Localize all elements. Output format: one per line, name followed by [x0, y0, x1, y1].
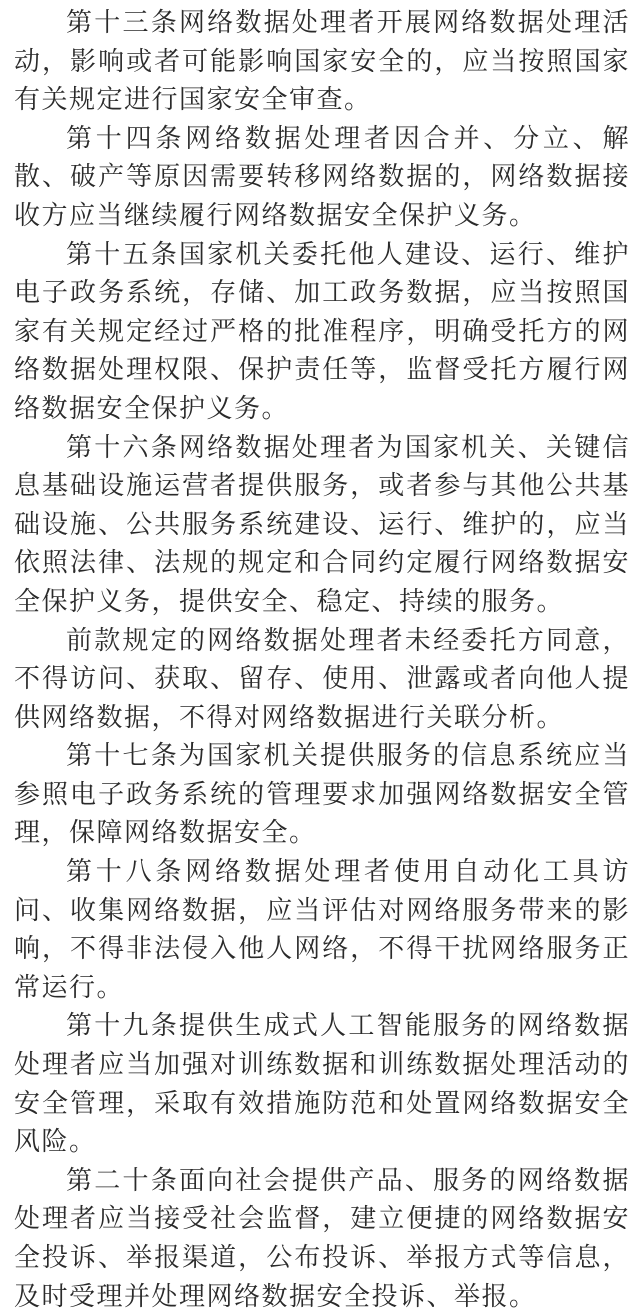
article-17-paragraph: 第十七条为国家机关提供服务的信息系统应当参照电子政务系统的管理要求加强网络数据安全管理，保障网络数据安全。: [14, 741, 630, 849]
article-18-paragraph: 第十八条网络数据处理者使用自动化工具访问、收集网络数据，应当评估对网络服务带来的影响，不得非法侵入他人网络，不得干扰网络服务正常运行。: [14, 857, 630, 1003]
article-13-paragraph: 第十三条网络数据处理者开展网络数据处理活动，影响或者可能影响国家安全的，应当按照国家有关规定进行国家安全审查。: [14, 8, 630, 116]
article-20-paragraph: 第二十条面向社会提供产品、服务的网络数据处理者应当接受社会监督，建立便捷的网络数据安全投诉、举报渠道，公布投诉、举报方式等信息，及时受理并处理网络数据安全投诉、举报。: [14, 1165, 630, 1312]
article-16-paragraph: 第十六条网络数据处理者为国家机关、关键信息基础设施运营者提供服务，或者参与其他公共基础设施、公共服务系统建设、运行、维护的，应当依照法律、法规的规定和合同约定履行网络数据安全保护义务，提供安全、稳定、持续的服务。: [14, 432, 630, 617]
article-16-second-clause-paragraph: 前款规定的网络数据处理者未经委托方同意，不得访问、获取、留存、使用、泄露或者向他人提供网络数据，不得对网络数据进行关联分析。: [14, 625, 630, 733]
article-15-paragraph: 第十五条国家机关委托他人建设、运行、维护电子政务系统，存储、加工政务数据，应当按照国家有关规定经过严格的批准程序，明确受托方的网络数据处理权限、保护责任等，监督受托方履行网络数据安全保护义务。: [14, 239, 630, 424]
article-14-paragraph: 第十四条网络数据处理者因合并、分立、解散、破产等原因需要转移网络数据的，网络数据接收方应当继续履行网络数据安全保护义务。: [14, 123, 630, 231]
article-19-paragraph: 第十九条提供生成式人工智能服务的网络数据处理者应当加强对训练数据和训练数据处理活动的安全管理，采取有效措施防范和处置网络数据安全风险。: [14, 1011, 630, 1158]
